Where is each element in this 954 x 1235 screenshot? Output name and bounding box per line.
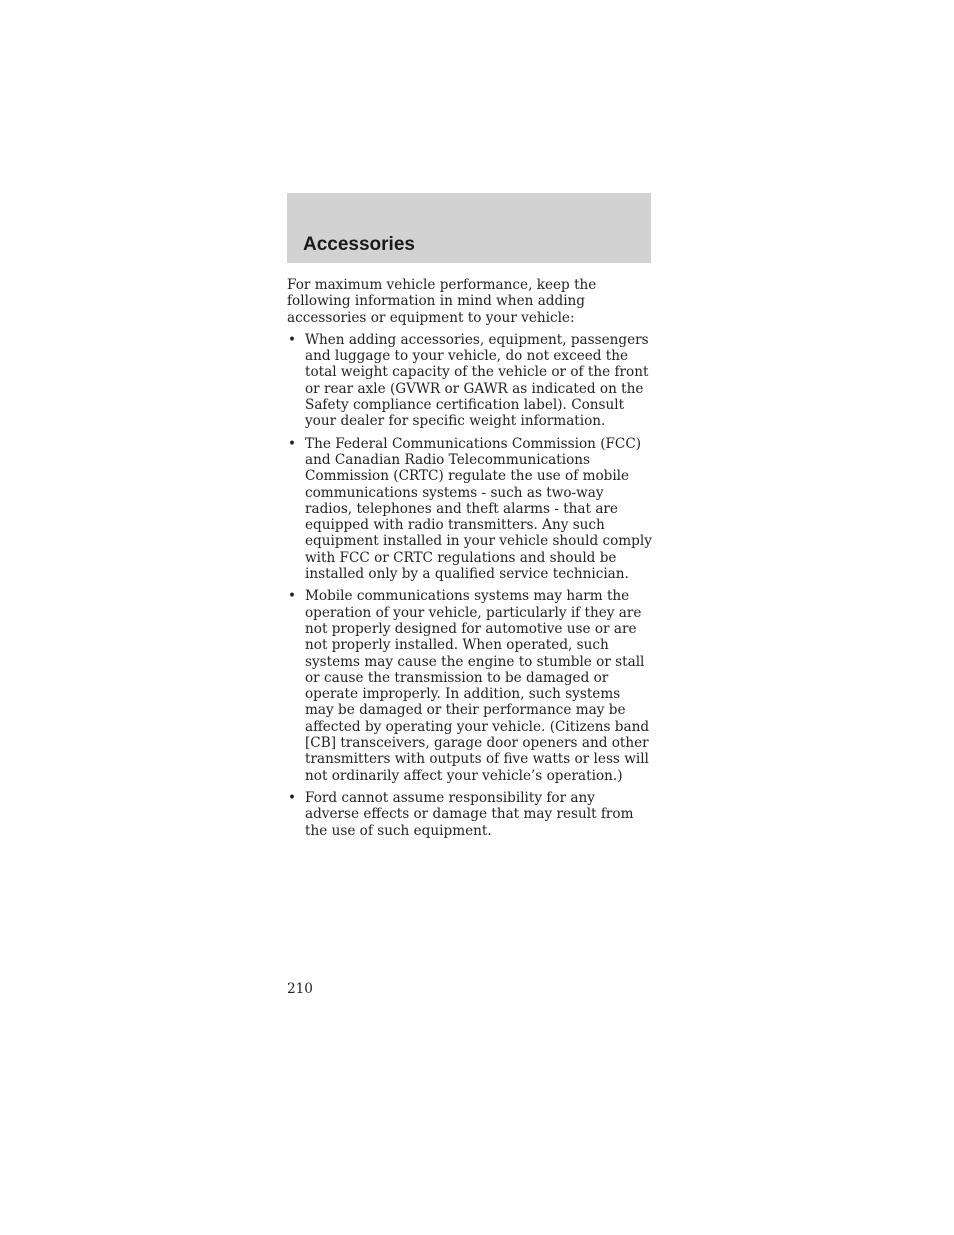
bullet-icon: •: [288, 789, 297, 806]
list-item-text: When adding accessories, equipment, passengers and luggage to your vehicle, do not exceed the total weight capacity of the vehicle or of the front or rear axle (GVWR or GAWR as indicated on the Safety compliance certification label). Consult your dealer for specific weight information.: [305, 331, 649, 430]
list-item-text: Ford cannot assume responsibility for any adverse effects or damage that may result from the use of such equipment.: [305, 789, 634, 839]
list-item: [287, 332, 653, 430]
list-item-text: The Federal Communications Commission (FCC) and Canadian Radio Telecommunications Commission (CRTC) regulate the use of mobile communications systems - such as two-way radios, telephones and theft alarms - that are equipped with radio transmitters. Any such equipment installed in your vehicle should comply with FCC or CRTC regulations and should be installed only by a qualified service technician.: [305, 435, 652, 583]
list-item: [287, 790, 653, 839]
page-content: [287, 277, 653, 845]
intro-paragraph: For maximum vehicle performance, keep the following information in mind when adding accessories or equipment to your vehicle:: [287, 277, 597, 326]
section-header-band: [287, 193, 651, 263]
bullet-icon: •: [288, 331, 297, 348]
bullet-icon: •: [288, 435, 297, 452]
section-title: Accessories: [303, 234, 415, 255]
list-item: [287, 436, 653, 583]
page-number: 210: [287, 981, 313, 997]
accessory-guidelines-list: [287, 332, 653, 839]
list-item-text: Mobile communications systems may harm the operation of your vehicle, particularly if they are not properly designed for automotive use or are not properly installed. When operated, such systems may cause the engine to stumble or stall or cause the transmission to be damaged or operate improperly. In addition, such systems may be damaged or their performance may be affected by operating your vehicle. (Citizens band [CB] transceivers, garage door openers and other transmitters with outputs of five watts or less will not ordinarily affect your vehicle’s operation.): [305, 588, 650, 784]
bullet-icon: •: [288, 588, 297, 605]
list-item: [287, 588, 653, 784]
